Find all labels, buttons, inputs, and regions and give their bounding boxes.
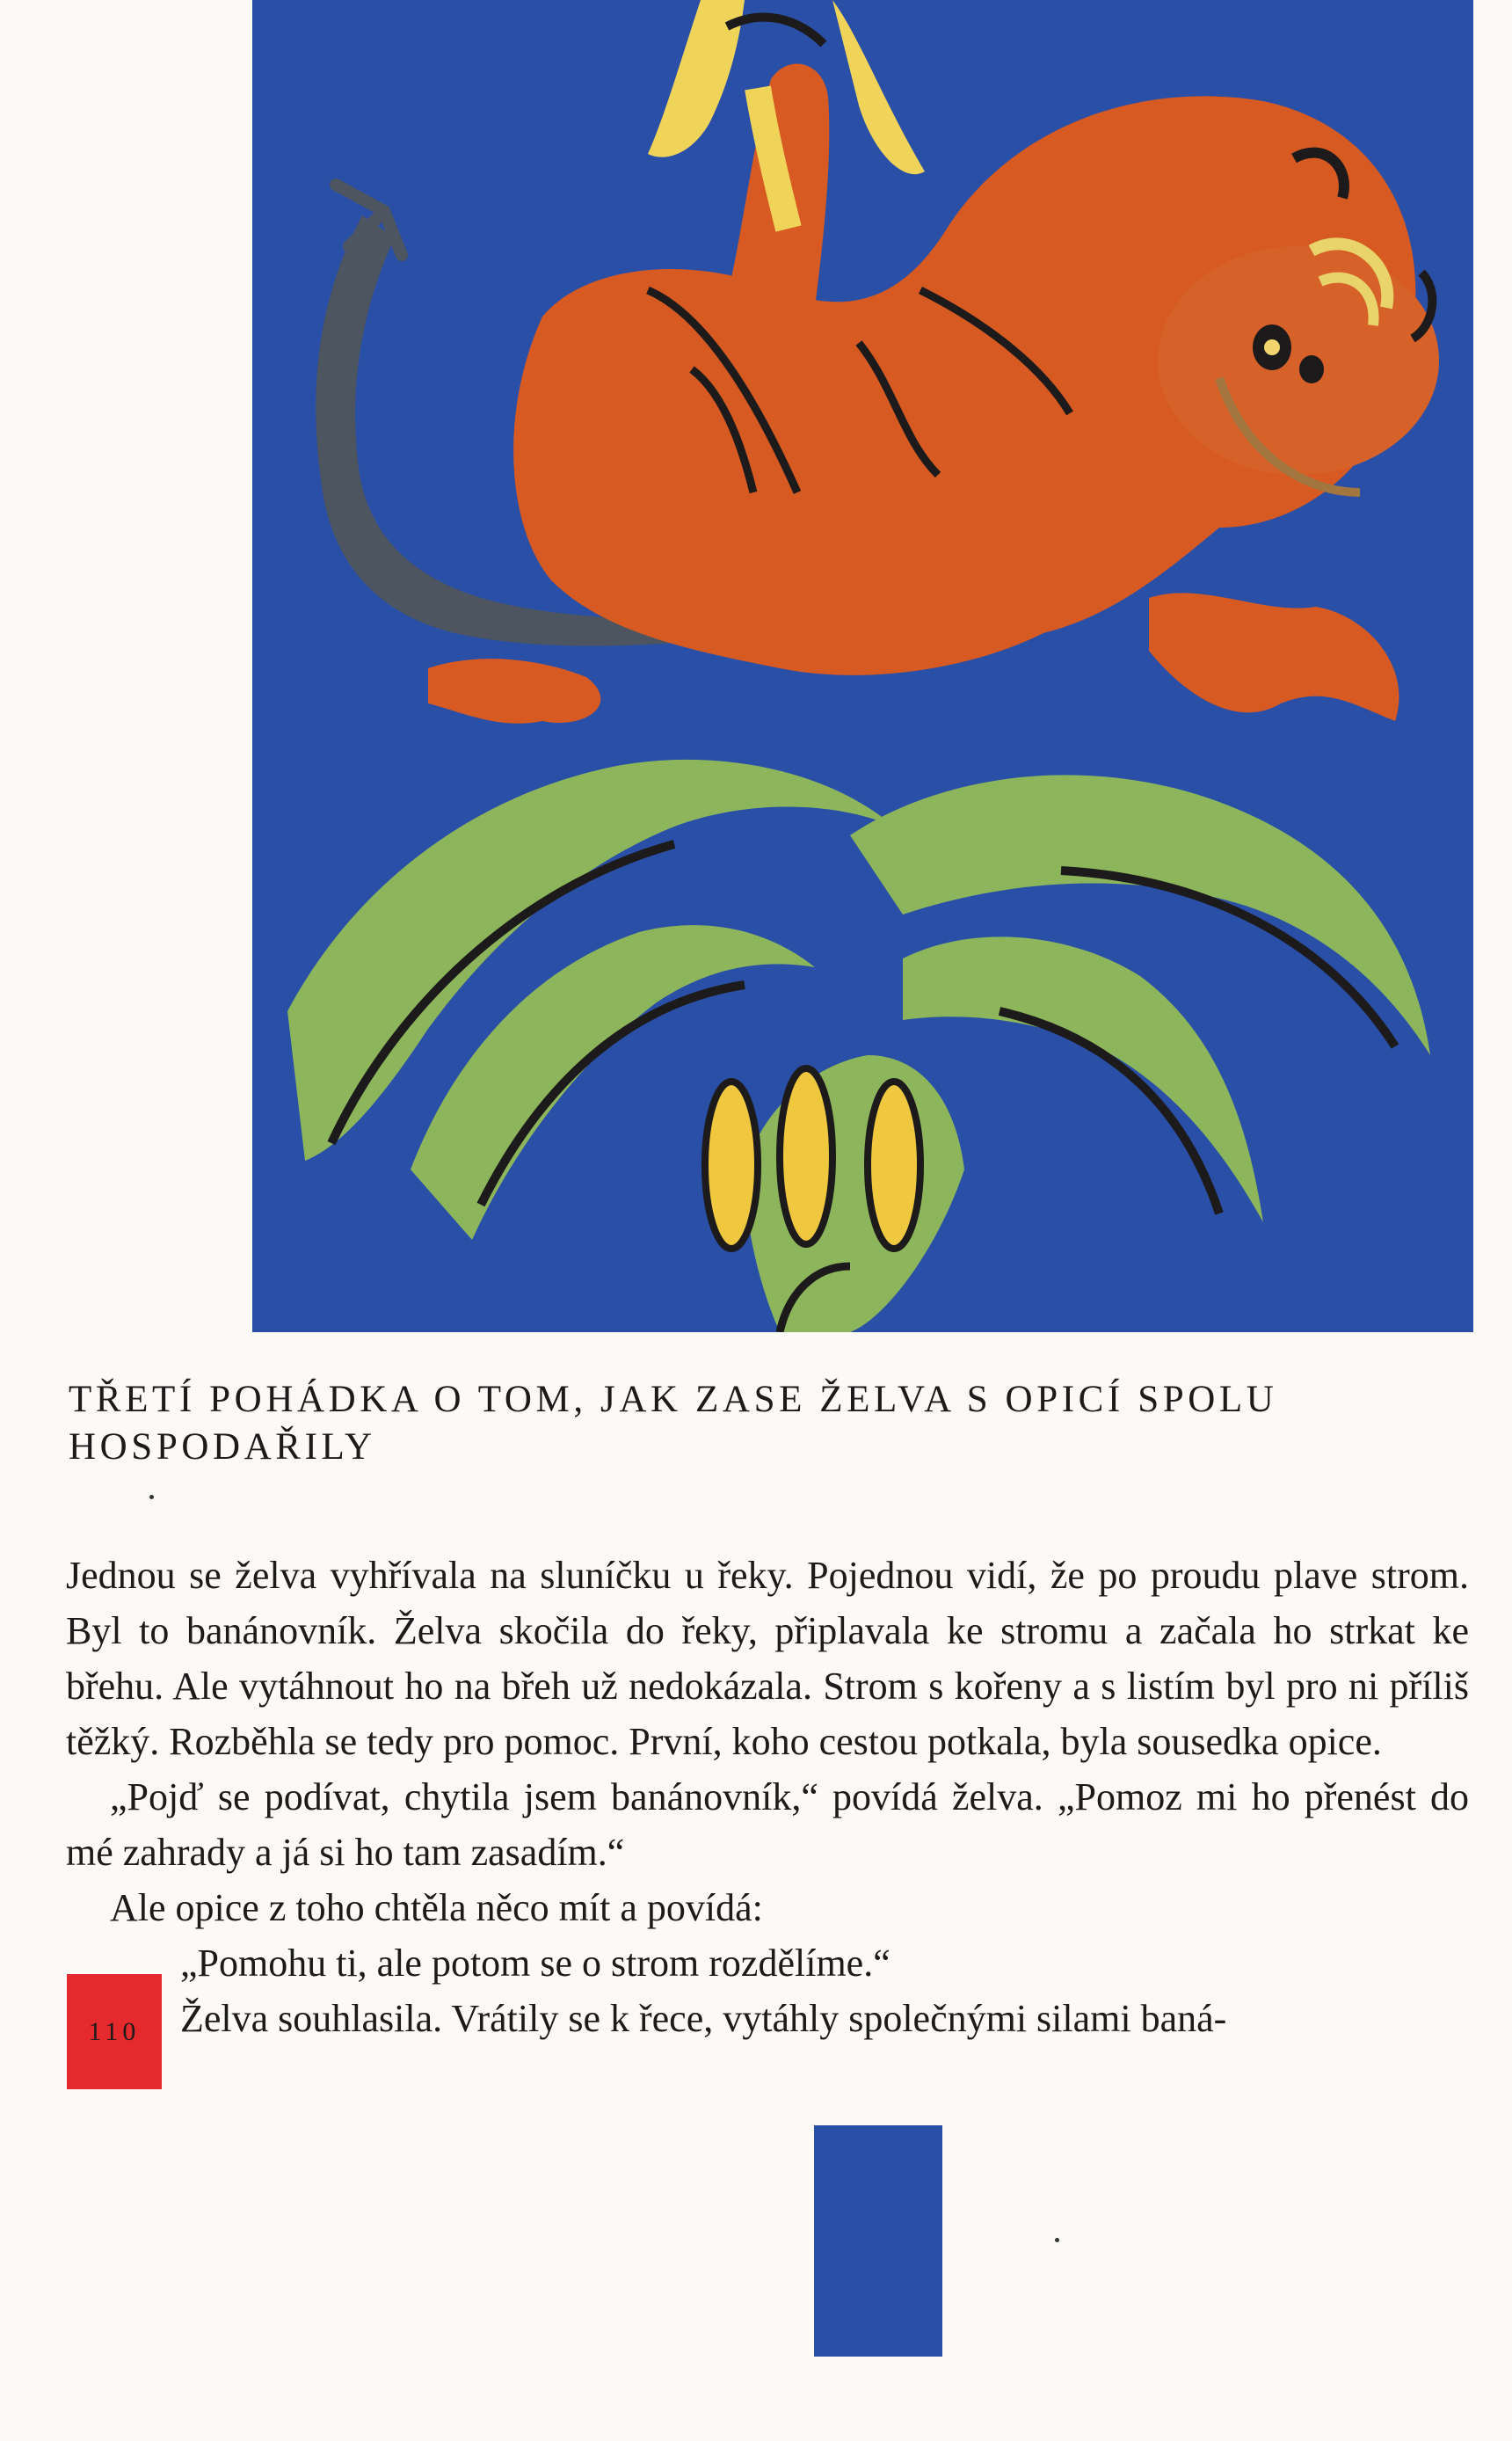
paragraph: „Pomohu ti, ale potom se o strom rozdělíme.“ <box>180 1942 890 1985</box>
paragraph: „Pojď se podívat, chytila jsem banánovník,“ povídá želva. „Pomoz mi ho přenést do mé zahrady a já si ho tam zasadím.“ <box>66 1775 1469 1874</box>
ink-speck <box>1055 2238 1059 2242</box>
story-text <box>66 1548 1469 2046</box>
paragraph: Jednou se želva vyhřívala na sluníčku u řeky. Pojednou vidí, že po proudu plave strom. Byl to banánovník. Želva skočila do řeky, připlavala ke stromu a začala ho strkat ke břehu. Ale vytáhnout ho na břeh už nedokázala. Strom s kořeny a s listím byl pro ni příliš těžký. Rozběhla se tedy pro pomoc. První, koho cestou potkala, byla sousedka opice. <box>66 1554 1469 1763</box>
page-number: 110 <box>67 1974 162 2089</box>
paragraph: Želva souhlasila. Vrátily se k řece, vytáhly společnými silami baná- <box>180 1997 1227 2040</box>
monkey-on-banana-tree-illustration <box>252 0 1473 1332</box>
paragraph: Ale opice z toho chtěla něco mít a povídá: <box>110 1886 763 1929</box>
blue-bookmark-block <box>814 2125 942 2357</box>
chapter-title: TŘETÍ POHÁDKA O TOM, JAK ZASE ŽELVA S OPICÍ SPOLU HOSPODAŘILY <box>69 1379 1278 1468</box>
ink-speck <box>149 1495 154 1499</box>
